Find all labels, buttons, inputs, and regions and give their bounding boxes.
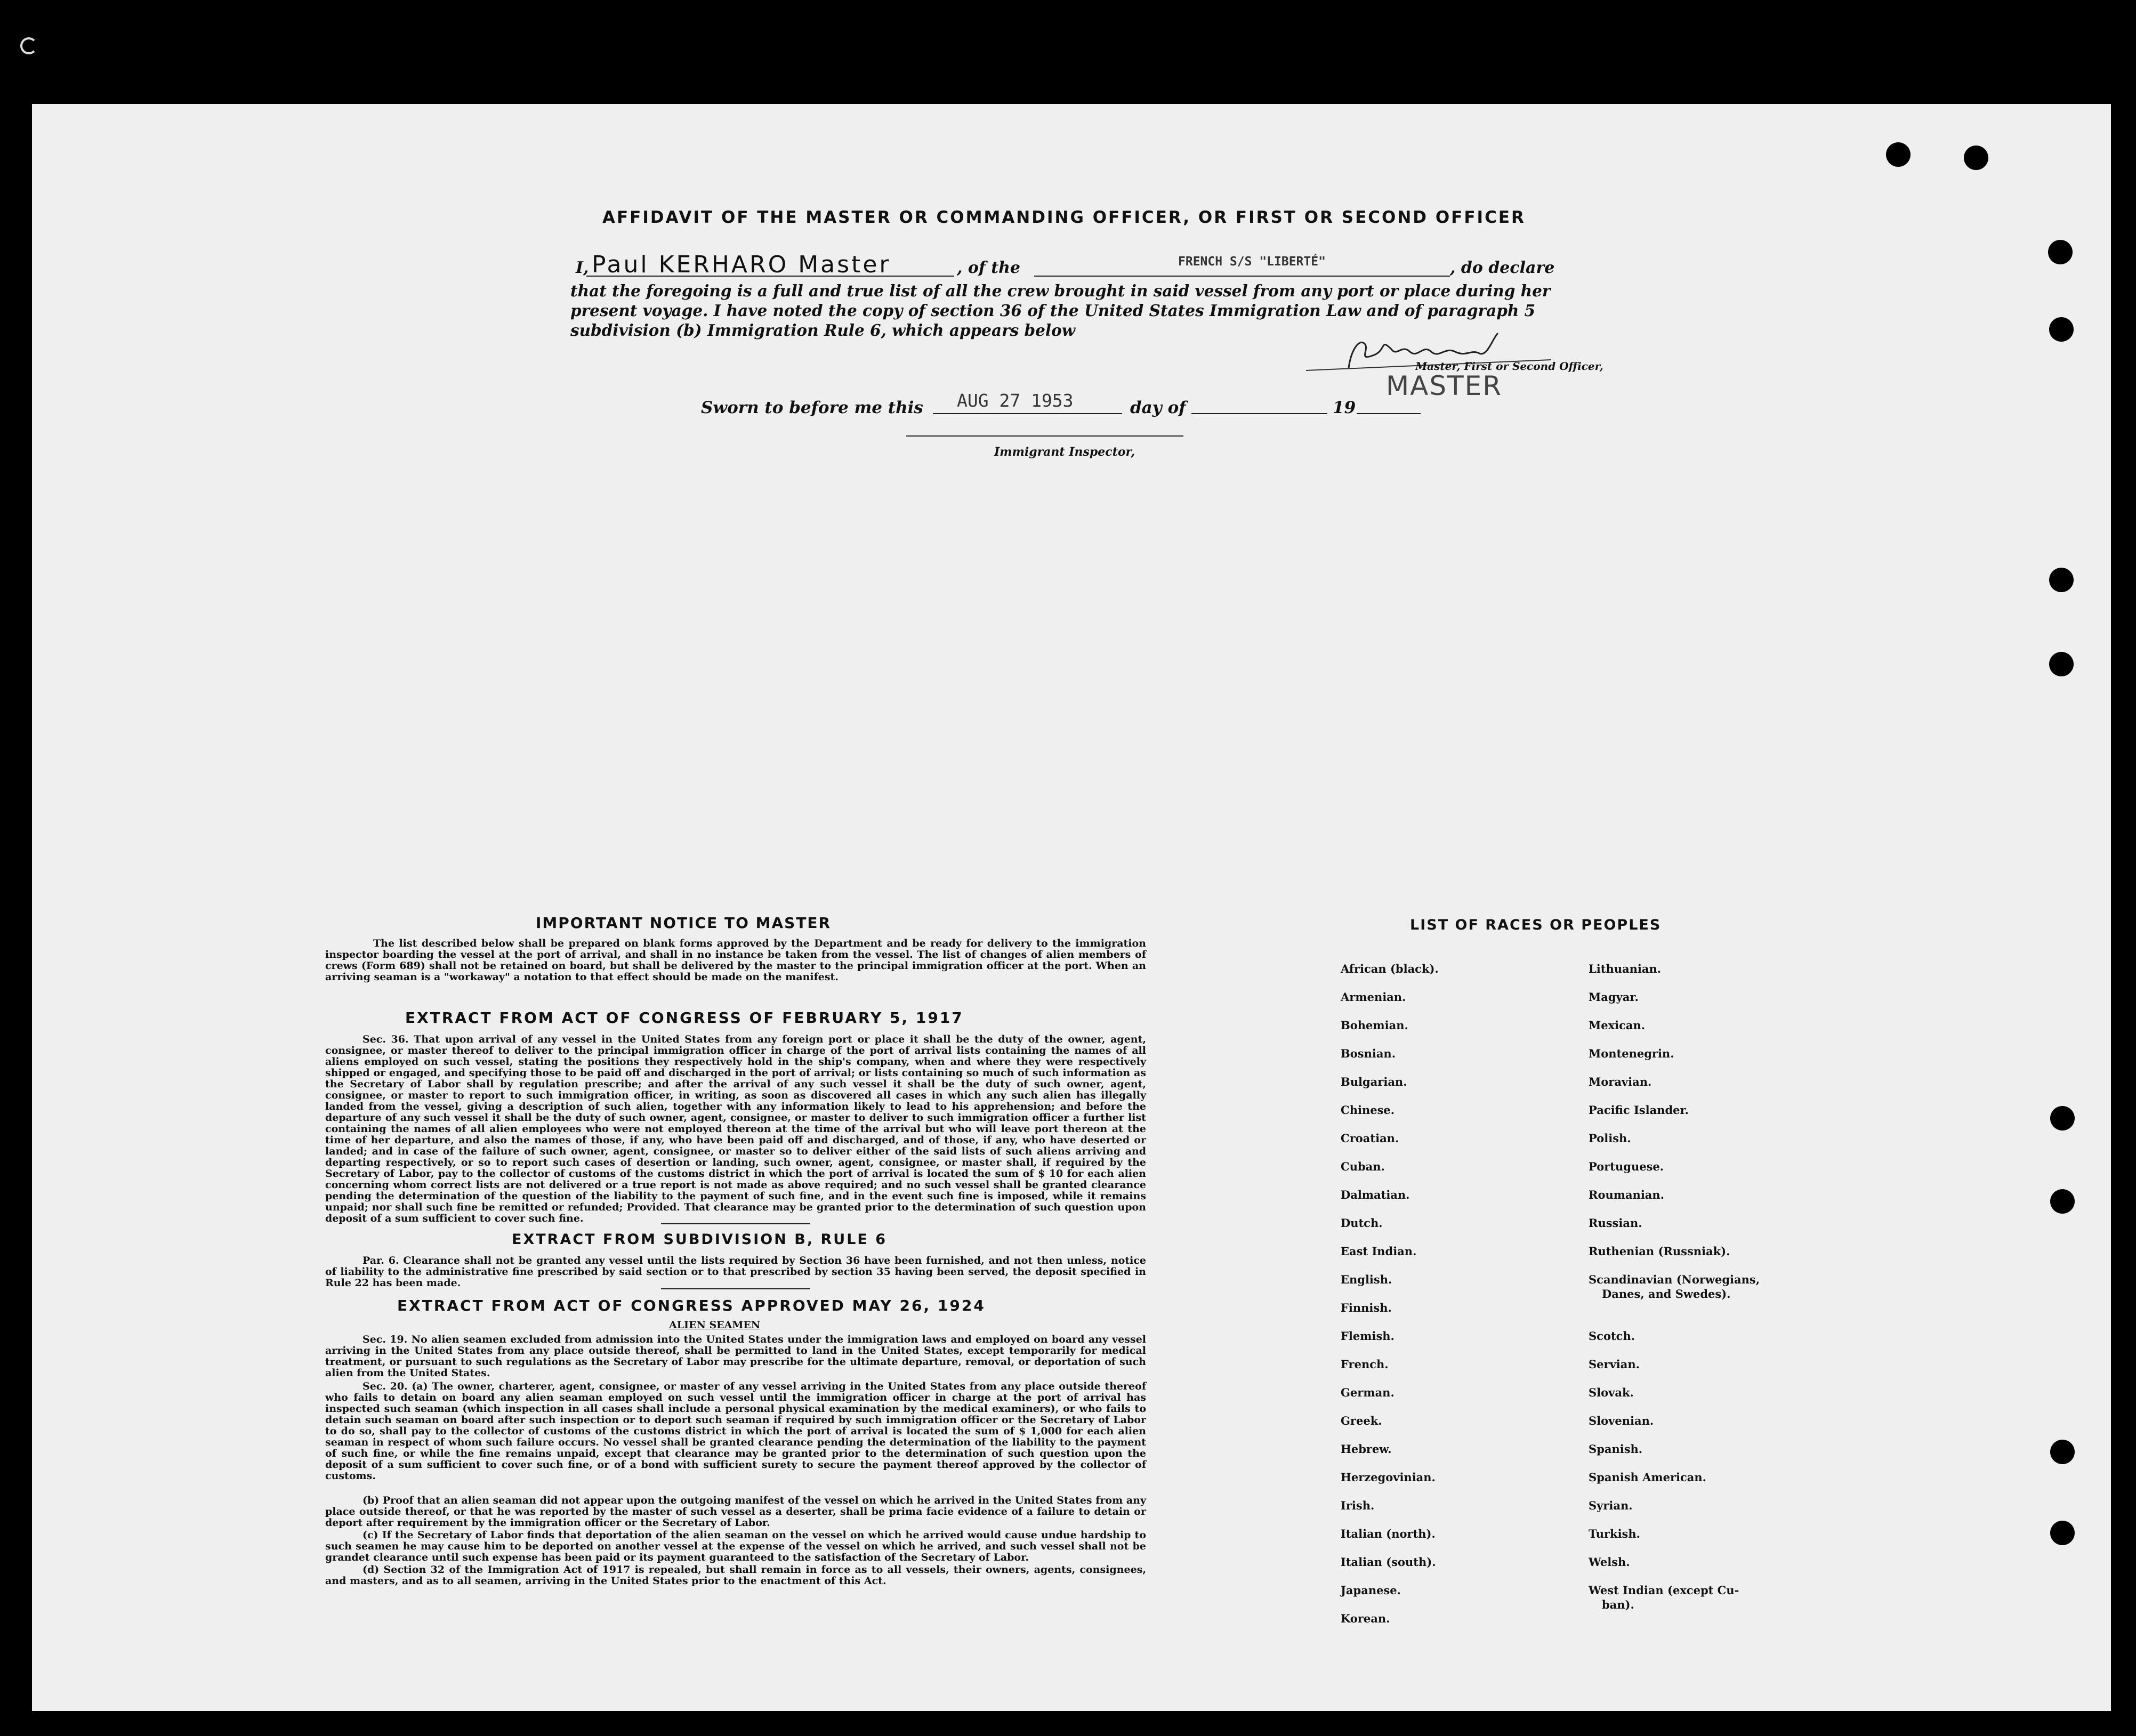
extract-1917-title: EXTRACT FROM ACT OF CONGRESS OF FEBRUARY 5, 1917 — [405, 1009, 964, 1027]
race-item: French. — [1341, 1358, 1389, 1371]
race-item: Bosnian. — [1341, 1047, 1396, 1060]
extract-1917-text: Sec. 36. That upon arrival of any vessel in the United States from any foreign port or place it shall be the duty of the owner, agent, consignee, or master thereof to deliver to the principal immigration officer in charge of the port of arrival lists containing the names of all aliens employed on such vessel, stating the positions they respectively hold in the ship's company, when and where they were respectively shipped or engaged, and specifying those to be paid off and discharged in the port of arrival; or lists containing so much of such information as the Secretary of Labor shall by regulation prescribe; and after the arrival of any such vessel it shall be the duty of such owner, agent, consignee, or master to report to such immigration officer, in writing, as soon as discovered all cases in which any such alien has illegally landed from the vessel, giving a description of such alien, together with any information likely to lead to his apprehension; and before the departure of any such vessel it shall be the duty of such owner, agent, consignee, or master to deliver to such immigration officer a further list containing the names of all alien employees who were not employed thereon at the time of the arrival but who will leave port thereon at the time of her departure, and also the names of those, if any, who have been paid off and discharged, and of those, if any, who have deserted or landed; and in case of the failure of such owner, agent, consignee, or master so to deliver either of the said lists of such aliens arriving and departing respectively, or so to report such cases of desertion or landing, such owner, agent, consignee, or master shall, if required by the Secretary of Labor, pay to the collector of customs of the customs district in which the port of arrival is located the sum of $ 10 for each alien concerning whom correct lists are not delivered or a true report is not made as above required; and no such vessel shall be granted clearance pending the determination of the question of the liability to the payment of such fine, and in the event such fine is imposed, while it remains unpaid; nor shall such fine be remitted or refunded; Provided. That clearance may be granted prior to the determination of such question upon deposit of a sum sufficient to cover such fine. — [325, 1033, 1146, 1224]
race-item: Danes, and Swedes). — [1602, 1287, 1731, 1301]
month-underline — [1191, 413, 1327, 414]
affidavit-line-3: present voyage. I have noted the copy of section 36 of the United States Immigration Law and of paragraph 5 — [570, 301, 1536, 320]
race-item: Chinese. — [1341, 1103, 1395, 1117]
notice-text: The list described below shall be prepared on blank forms approved by the Department and be ready for delivery to the immigration inspector boarding the vessel at the port of arrival, and shall in no instance be taken from the vessel. The list of changes of alien members of crews (Form 689) shall not be retained on board, but shall be delivered by the master to the principal immigration officer at the port. When an arriving seaman is a "workaway" a notation to that effect should be made on the manifest. — [325, 938, 1146, 983]
race-item: Spanish. — [1589, 1442, 1643, 1456]
race-item: Irish. — [1341, 1499, 1375, 1512]
binder-hole — [2048, 240, 2073, 264]
binder-hole — [2050, 1106, 2075, 1131]
race-item: Japanese. — [1341, 1584, 1401, 1597]
name-underline — [586, 276, 954, 277]
subdivision-title: EXTRACT FROM SUBDIVISION B, RULE 6 — [512, 1231, 888, 1248]
affidavit-line-2: that the foregoing is a full and true list of all the crew brought in said vessel from any port or place during her — [570, 281, 1551, 300]
race-item: Italian (north). — [1341, 1527, 1436, 1540]
race-item: Slovak. — [1589, 1386, 1634, 1399]
master-name: Paul KERHARO Master — [592, 251, 891, 278]
race-item: Mexican. — [1589, 1019, 1646, 1032]
inspector-signature-line — [906, 435, 1183, 437]
race-item: Cuban. — [1341, 1160, 1385, 1173]
extract-1924-sec20b: (b) Proof that an alien seaman did not appear upon the outgoing manifest of the vessel on which he arrived in the United States from any place outside thereof, or that he was reported by the master of such vessel as a deserter, shall be prima facie evidence of a failure to detain or deport after requirement by the immigration officer or the Secretary of Labor. — [325, 1495, 1146, 1529]
race-item: Bohemian. — [1341, 1019, 1408, 1032]
binder-hole — [1886, 142, 1911, 167]
race-item: Dalmatian. — [1341, 1188, 1410, 1201]
race-item: Welsh. — [1589, 1555, 1630, 1569]
extract-1924-sec19: Sec. 19. No alien seamen excluded from admission into the United States under the immigration laws and employed on board any vessel arriving in the United States from any place outside thereof, shall be permitted to land in the United States, except temporarily for medical treatment, or pursuant to such regulations as the Secretary of Labor may prescribe for the ultimate departure, removal, or deportation of such alien from the United States. — [325, 1334, 1146, 1379]
race-item: East Indian. — [1341, 1245, 1417, 1258]
binder-hole — [2049, 652, 2074, 676]
notice-title: IMPORTANT NOTICE TO MASTER — [536, 914, 832, 932]
sworn-date-stamp: AUG 27 1953 — [957, 390, 1074, 411]
binder-hole — [2049, 317, 2074, 342]
sworn-text: Sworn to before me this — [701, 398, 923, 417]
binder-hole — [1964, 146, 1988, 170]
race-item: Greek. — [1341, 1414, 1382, 1427]
master-stamp: MASTER — [1386, 370, 1502, 401]
alien-seamen-subtitle: ALIEN SEAMEN — [669, 1319, 761, 1331]
subdivision-text: Par. 6. Clearance shall not be granted any vessel until the lists required by Section 36 have been furnished, and not then unless, notice of liability to the administrative fine prescribed by said section or to that prescribed by section 35 having been served, the deposit specified in Rule 22 has been made. — [325, 1255, 1146, 1289]
race-item: Pacific Islander. — [1589, 1103, 1689, 1117]
race-item: Moravian. — [1589, 1075, 1652, 1088]
binder-hole — [2050, 1189, 2075, 1214]
affidavit-line-4: subdivision (b) Immigration Rule 6, which appears below — [570, 321, 1076, 340]
race-item: Hebrew. — [1341, 1442, 1392, 1456]
year-prefix: 19 — [1333, 398, 1356, 417]
do-declare-text: , do declare — [1450, 259, 1555, 277]
race-item: Korean. — [1341, 1612, 1390, 1625]
binder-hole — [2050, 1521, 2075, 1545]
race-item: ban). — [1602, 1598, 1634, 1611]
sworn-date-underline — [933, 413, 1122, 414]
race-item: Magyar. — [1589, 990, 1639, 1004]
extract-1924-sec20a: Sec. 20. (a) The owner, charterer, agent, consignee, or master of any vessel arriving in the United States from any place outside thereof who fails to detain on board any alien seaman employed on such vessel until the immigration officer in charge at the port of arrival has inspected such seaman (which inspection in all cases shall include a personal physical examination by the medical examiners), or who fails to detain such seaman on board after such inspection or to deport such seaman if required by such immigration officer or the Secretary of Labor to do so, shall pay to the collector of customs of the customs district in which the port of arrival is located the sum of $ 1,000 for each alien seaman in respect of whom such failure occurs. No vessel shall be granted clearance pending the determination of the liability to the payment of such fine, or while the fine remains unpaid, except that clearance may be granted prior to the determination of such question upon the deposit of a sum sufficient to cover such fine, or of a bond with sufficient surety to secure the payment thereof approved by the collector of customs. — [325, 1380, 1146, 1482]
inspector-caption: Immigrant Inspector, — [994, 445, 1135, 459]
vessel-name-stamp: FRENCH S/S "LIBERTÉ" — [1178, 255, 1326, 269]
section-divider — [661, 1288, 810, 1289]
vessel-underline — [1034, 276, 1450, 277]
race-item: English. — [1341, 1273, 1392, 1286]
binder-hole — [2049, 568, 2074, 592]
race-item: Polish. — [1589, 1132, 1631, 1145]
year-underline — [1357, 413, 1421, 414]
race-item: Dutch. — [1341, 1216, 1383, 1230]
scan-corner-mark — [20, 37, 37, 54]
race-item: African (black). — [1341, 962, 1439, 975]
races-title: LIST OF RACES OR PEOPLES — [1410, 917, 1662, 933]
affidavit-i: I, — [576, 259, 589, 277]
document-page — [32, 104, 2111, 1711]
race-item: Servian. — [1589, 1358, 1640, 1371]
race-item: Italian (south). — [1341, 1555, 1436, 1569]
race-item: Flemish. — [1341, 1329, 1395, 1343]
race-item: Roumanian. — [1589, 1188, 1664, 1201]
race-item: Portuguese. — [1589, 1160, 1664, 1173]
race-item: Turkish. — [1589, 1527, 1640, 1540]
race-item: German. — [1341, 1386, 1395, 1399]
of-the-text: , of the — [957, 259, 1021, 277]
race-item: Croatian. — [1341, 1132, 1399, 1145]
binder-hole — [2050, 1440, 2075, 1464]
race-item: Scotch. — [1589, 1329, 1635, 1343]
race-item: Bulgarian. — [1341, 1075, 1407, 1088]
race-item: Montenegrin. — [1589, 1047, 1674, 1060]
affidavit-title: AFFIDAVIT OF THE MASTER OR COMMANDING OFFICER, OR FIRST OR SECOND OFFICER — [602, 208, 1526, 227]
race-item: Slovenian. — [1589, 1414, 1654, 1427]
race-item: Ruthenian (Russniak). — [1589, 1245, 1730, 1258]
section-divider — [661, 1223, 810, 1224]
race-item: Spanish American. — [1589, 1471, 1706, 1484]
race-item: Armenian. — [1341, 990, 1406, 1004]
extract-1924-sec20c: (c) If the Secretary of Labor finds that deportation of the alien seaman on the vessel on which he arrived would cause undue hardship to such seamen he may cause him to be deported on another vessel at the expense of the vessel on which he arrived, and such vessel shall not be grandet clearance until such expense has been paid or its payment guaranteed to the satisfaction of the Secretary of Labor. — [325, 1529, 1146, 1563]
extract-1924-title: EXTRACT FROM ACT OF CONGRESS APPROVED MAY 26, 1924 — [397, 1297, 986, 1314]
extract-1924-sec20d: (d) Section 32 of the Immigration Act of 1917 is repealed, but shall remain in force as to all vessels, their owners, agents, consignees, and masters, and as to all seamen, arriving in the United States prior to the enactment of this Act. — [325, 1564, 1146, 1587]
race-item: Finnish. — [1341, 1301, 1392, 1314]
day-of-text: day of — [1130, 398, 1186, 417]
signature-caption: Master, First or Second Officer, — [1415, 360, 1603, 373]
race-item: West Indian (except Cu- — [1589, 1584, 1739, 1597]
race-item: Herzegovinian. — [1341, 1471, 1436, 1484]
race-item: Russian. — [1589, 1216, 1642, 1230]
race-item: Syrian. — [1589, 1499, 1633, 1512]
race-item: Scandinavian (Norwegians, — [1589, 1273, 1760, 1286]
race-item: Lithuanian. — [1589, 962, 1662, 975]
